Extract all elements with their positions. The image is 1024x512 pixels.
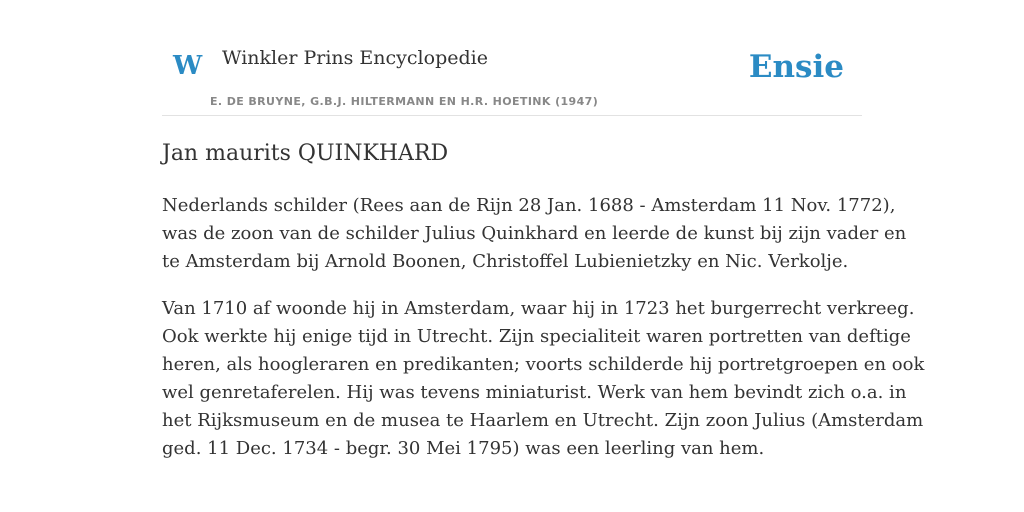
paragraph-line: ged. 11 Dec. 1734 - begr. 30 Mei 1795) was een leerling van hem. bbox=[162, 438, 765, 459]
paragraph-line: te Amsterdam bij Arnold Boonen, Christoffel Lubienietzky en Nic. Verkolje. bbox=[162, 251, 849, 272]
article-title: Jan maurits QUINKHARD bbox=[162, 141, 449, 166]
paragraph-line: Van 1710 af woonde hij in Amsterdam, waar hij in 1723 het burgerrecht verkreeg. bbox=[162, 298, 915, 319]
article-paragraph-2 bbox=[162, 295, 925, 463]
paragraph-line: Nederlands schilder (Rees aan de Rijn 28 Jan. 1688 - Amsterdam 11 Nov. 1772), bbox=[162, 195, 896, 216]
paragraph-line: wel genretaferelen. Hij was tevens miniaturist. Werk van hem bevindt zich o.a. in bbox=[162, 382, 907, 403]
header bbox=[162, 0, 862, 116]
winkler-prins-logo[interactable]: W bbox=[173, 51, 203, 81]
ensie-logo-link[interactable]: Ensie bbox=[748, 49, 844, 85]
paragraph-line: was de zoon van de schilder Julius Quinkhard en leerde de kunst bij zijn vader en bbox=[162, 223, 907, 244]
paragraph-line: heren, als hoogleraren en predikanten; voorts schilderde hij portretgroepen en ook bbox=[162, 354, 925, 375]
site-title[interactable]: Winkler Prins Encyclopedie bbox=[222, 47, 488, 69]
article-paragraph-1 bbox=[162, 192, 907, 276]
paragraph-line: Ook werkte hij enige tijd in Utrecht. Zijn specialiteit waren portretten van deftige bbox=[162, 326, 911, 347]
paragraph-line: het Rijksmuseum en de musea te Haarlem en Utrecht. Zijn zoon Julius (Amsterdam bbox=[162, 410, 924, 431]
authors-line: E. DE BRUYNE, G.B.J. HILTERMANN EN H.R. HOETINK (1947) bbox=[210, 95, 599, 108]
page bbox=[162, 0, 925, 459]
